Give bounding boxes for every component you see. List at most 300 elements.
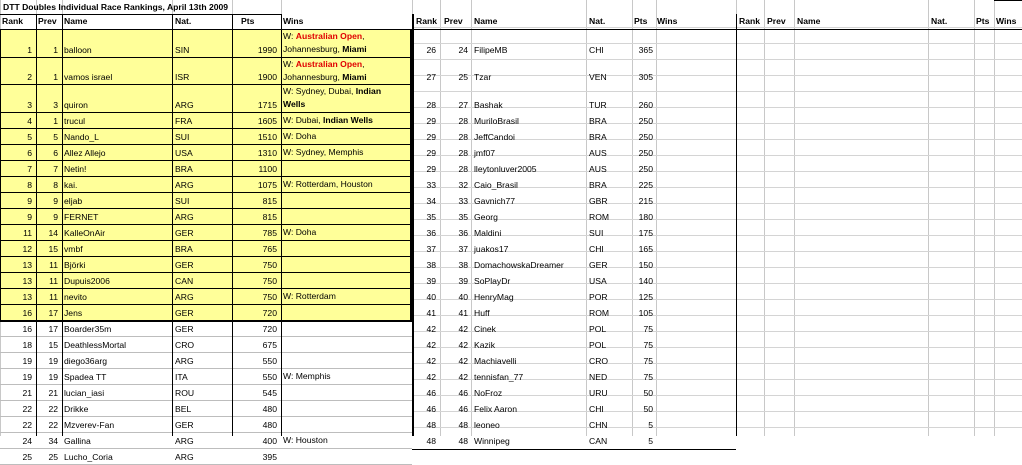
nationality-cell: ROM	[589, 308, 610, 318]
player-name-cell: Nando_L	[64, 132, 99, 142]
wins-text: W: Doha	[283, 227, 317, 237]
points-cell: 815	[262, 212, 277, 222]
column-border	[62, 14, 63, 436]
wins-text: W: Rotterdam	[283, 291, 336, 301]
points-cell: 5	[648, 420, 653, 430]
header-rank-3: Rank	[739, 16, 761, 26]
header-rank-2: Rank	[416, 16, 438, 26]
rank-cell: 18	[22, 340, 32, 350]
points-cell: 1605	[257, 116, 277, 126]
wins-text: Johannesburg,	[283, 44, 343, 54]
rank-cell: 6	[27, 148, 32, 158]
player-name-cell: lleytonluver2005	[474, 164, 537, 174]
gridline-vertical	[471, 0, 472, 436]
wins-text: W: Dubai,	[283, 115, 323, 125]
player-name-cell: trucul	[64, 116, 86, 126]
rank-cell: 13	[22, 292, 32, 302]
header-name-1: Name	[64, 16, 88, 26]
prev-rank-cell: 22	[48, 420, 58, 430]
nationality-cell: GER	[175, 308, 194, 318]
prev-rank-cell: 28	[458, 132, 468, 142]
prev-rank-cell: 36	[458, 228, 468, 238]
points-cell: 50	[643, 404, 653, 414]
points-cell: 5	[648, 436, 653, 446]
wins-text: W: Rotterdam, Houston	[283, 179, 373, 189]
rank-cell: 5	[27, 132, 32, 142]
points-cell: 550	[262, 356, 277, 366]
header-nat-1: Nat.	[175, 16, 192, 26]
title-border-right-top	[994, 0, 1022, 1]
nationality-cell: ARG	[175, 100, 194, 110]
nationality-cell: BEL	[175, 404, 192, 414]
nationality-cell: POL	[589, 324, 607, 334]
prev-rank-cell: 9	[53, 212, 58, 222]
gridline-horizontal	[412, 315, 1022, 316]
player-name-cell: Drikke	[64, 404, 89, 414]
prev-rank-cell: 28	[458, 148, 468, 158]
player-name-cell: Björki	[64, 260, 86, 270]
player-name-cell: tennisfan_77	[474, 372, 524, 382]
player-name-cell: Bashak	[474, 100, 503, 110]
gridline-vertical	[974, 0, 975, 436]
player-name-cell: DomachowskaDreamer	[474, 260, 564, 270]
header-prev-1: Prev	[38, 16, 57, 26]
player-name-cell: KalleOnAir	[64, 228, 106, 238]
masters-win-text: Wells	[283, 99, 306, 109]
prev-rank-cell: 35	[458, 212, 468, 222]
rank-cell: 34	[426, 196, 436, 206]
rank-cell: 13	[22, 276, 32, 286]
prev-rank-cell: 15	[48, 244, 58, 254]
player-name-cell: Jens	[64, 308, 83, 318]
prev-rank-cell: 1	[53, 45, 58, 55]
wins-text: W: Sydney, Dubai,	[283, 86, 356, 96]
points-cell: 395	[262, 452, 277, 462]
wins-text: ,	[362, 31, 365, 41]
nationality-cell: ARG	[175, 212, 194, 222]
rank-cell: 13	[22, 260, 32, 270]
prev-rank-cell: 42	[458, 324, 468, 334]
nationality-cell: BRA	[589, 180, 607, 190]
nationality-cell: BRA	[175, 164, 193, 174]
prev-rank-cell: 9	[53, 196, 58, 206]
prev-rank-cell: 28	[458, 116, 468, 126]
prev-rank-cell: 5	[53, 132, 58, 142]
prev-rank-cell: 11	[49, 260, 58, 270]
nationality-cell: CAN	[589, 436, 608, 446]
nationality-cell: CHI	[589, 45, 604, 55]
column-border	[172, 14, 173, 436]
rank-cell: 29	[426, 116, 436, 126]
nationality-cell: GER	[589, 260, 608, 270]
player-name-cell: jmf07	[474, 148, 496, 158]
nationality-cell: TUR	[589, 100, 607, 110]
nationality-cell: SUI	[175, 132, 190, 142]
header-wins-3: Wins	[996, 16, 1017, 26]
header-rank-1: Rank	[2, 16, 24, 26]
nationality-cell: SIN	[175, 45, 190, 55]
rank-cell: 19	[22, 356, 32, 366]
prev-rank-cell: 25	[48, 452, 58, 462]
prev-rank-cell: 48	[458, 436, 468, 446]
points-cell: 1100	[258, 164, 277, 174]
player-name-cell: MuriloBrasil	[474, 116, 519, 126]
points-cell: 550	[262, 372, 277, 382]
prev-rank-cell: 21	[48, 388, 58, 398]
rank-cell: 27	[426, 72, 436, 82]
rank-cell: 35	[426, 212, 436, 222]
points-cell: 250	[638, 148, 653, 158]
nationality-cell: NED	[589, 372, 608, 382]
block-border	[736, 14, 737, 436]
player-name-cell: balloon	[64, 45, 92, 55]
gridline-horizontal	[412, 235, 1022, 236]
gridline-horizontal	[412, 347, 1022, 348]
nationality-cell: USA	[589, 276, 607, 286]
rank-cell: 40	[426, 292, 436, 302]
rank-cell: 16	[22, 324, 32, 334]
points-cell: 250	[638, 164, 653, 174]
nationality-cell: CAN	[175, 276, 194, 286]
player-name-cell: Caio_Brasil	[474, 180, 518, 190]
points-cell: 225	[638, 180, 653, 190]
nationality-cell: GER	[175, 260, 194, 270]
points-cell: 180	[638, 212, 653, 222]
nationality-cell: POR	[589, 292, 608, 302]
points-cell: 1900	[257, 72, 277, 82]
rank-cell: 25	[22, 452, 32, 462]
player-name-cell: Mzverev-Fan	[64, 420, 115, 430]
header-wins-1: Wins	[283, 16, 304, 26]
grand-slam-win-text: Australian Open	[295, 59, 363, 69]
rank-cell: 29	[426, 148, 436, 158]
nationality-cell: SUI	[175, 196, 190, 206]
gridline-horizontal	[412, 427, 1022, 428]
gridline-vertical	[994, 0, 995, 436]
nationality-cell: GER	[175, 420, 194, 430]
player-name-cell: vmbf	[64, 244, 83, 254]
wins-text: Johannesburg,	[283, 72, 343, 82]
wins-cell	[283, 433, 328, 447]
header-pts-2: Pts	[634, 16, 648, 26]
rank-cell: 46	[426, 388, 436, 398]
prev-rank-cell: 14	[48, 228, 58, 238]
points-cell: 1310	[257, 148, 277, 158]
nationality-cell: CRO	[589, 356, 609, 366]
points-cell: 400	[262, 436, 277, 446]
grand-slam-win-text: Australian Open	[295, 31, 363, 41]
rank-cell: 37	[426, 244, 436, 254]
nationality-cell: SUI	[589, 228, 604, 238]
points-cell: 50	[643, 388, 653, 398]
masters-win-text: Indian	[355, 86, 382, 96]
points-cell: 1075	[257, 180, 277, 190]
points-cell: 750	[262, 292, 277, 302]
nationality-cell: GER	[175, 228, 194, 238]
points-cell: 150	[638, 260, 653, 270]
points-cell: 260	[638, 100, 653, 110]
rank-cell: 42	[426, 324, 436, 334]
player-name-cell: SoPlayDr	[474, 276, 511, 286]
player-name-cell: vamos israel	[64, 72, 113, 82]
wins-text: W:	[283, 59, 296, 69]
rank-cell: 24	[22, 436, 32, 446]
prev-rank-cell: 8	[53, 180, 58, 190]
header-prev-3: Prev	[767, 16, 786, 26]
nationality-cell: ARG	[175, 452, 194, 462]
player-name-cell: kai.	[64, 180, 78, 190]
prev-rank-cell: 25	[458, 72, 468, 82]
rank-cell: 36	[426, 228, 436, 238]
prev-rank-cell: 32	[458, 180, 468, 190]
points-cell: 250	[638, 116, 653, 126]
nationality-cell: URU	[589, 388, 608, 398]
rank-cell: 3	[27, 100, 32, 110]
rank-cell: 42	[426, 356, 436, 366]
nationality-cell: USA	[175, 148, 193, 158]
player-name-cell: diego36arg	[64, 356, 108, 366]
gridline-vertical	[764, 0, 765, 436]
points-cell: 750	[262, 260, 277, 270]
nationality-cell: ISR	[175, 72, 190, 82]
header-nat-3: Nat.	[931, 16, 948, 26]
points-cell: 480	[262, 420, 277, 430]
prev-rank-cell: 38	[458, 260, 468, 270]
column-border	[36, 14, 37, 436]
prev-rank-cell: 19	[48, 372, 58, 382]
rank-cell: 48	[426, 420, 436, 430]
points-cell: 175	[638, 228, 653, 238]
prev-rank-cell: 19	[48, 356, 58, 366]
masters-win-text: Miami	[342, 44, 367, 54]
points-cell: 250	[638, 132, 653, 142]
points-cell: 785	[262, 228, 277, 238]
rank-cell: 19	[22, 372, 32, 382]
masters-win-text: Indian Wells	[322, 115, 373, 125]
player-name-cell: NoFroz	[474, 388, 503, 398]
points-cell: 75	[643, 324, 653, 334]
rank-cell: 39	[426, 276, 436, 286]
gridline-vertical	[794, 0, 795, 436]
prev-rank-cell: 11	[49, 292, 58, 302]
player-name-cell: Felix Aaron	[474, 404, 517, 414]
prev-rank-cell: 7	[53, 164, 58, 174]
nationality-cell: CHI	[589, 244, 604, 254]
nationality-cell: FRA	[175, 116, 193, 126]
nationality-cell: ROM	[589, 212, 610, 222]
rank-cell: 41	[426, 308, 436, 318]
prev-rank-cell: 39	[458, 276, 468, 286]
wins-text: W:	[283, 31, 296, 41]
header-name-2: Name	[474, 16, 498, 26]
player-name-cell: Kazik	[474, 340, 496, 350]
points-cell: 75	[643, 372, 653, 382]
player-name-cell: Gallina	[64, 436, 91, 446]
rank-cell: 29	[426, 132, 436, 142]
prev-rank-cell: 42	[458, 356, 468, 366]
nationality-cell: GBR	[589, 196, 608, 206]
rank-cell: 26	[426, 45, 436, 55]
points-cell: 165	[638, 244, 653, 254]
points-cell: 545	[262, 388, 277, 398]
wins-text: W: Houston	[283, 435, 328, 445]
points-cell: 675	[262, 340, 277, 350]
rank-cell: 4	[27, 116, 32, 126]
prev-rank-cell: 48	[458, 420, 468, 430]
rank-cell: 9	[27, 196, 32, 206]
wins-text: W: Memphis	[283, 371, 331, 381]
prev-rank-cell: 42	[458, 340, 468, 350]
player-name-cell: lucian_iasi	[64, 388, 105, 398]
player-name-cell: Huff	[474, 308, 490, 318]
player-name-cell: Machiavelli	[474, 356, 517, 366]
player-name-cell: Allez Allejo	[64, 148, 106, 158]
prev-rank-cell: 17	[48, 324, 58, 334]
prev-rank-cell: 27	[458, 100, 468, 110]
prev-rank-cell: 17	[48, 308, 58, 318]
table-row	[0, 449, 412, 465]
prev-rank-cell: 28	[458, 164, 468, 174]
rank-cell: 8	[27, 180, 32, 190]
rank-cell: 42	[426, 340, 436, 350]
header-pts-1: Pts	[241, 16, 255, 26]
nationality-cell: CHN	[589, 420, 608, 430]
nationality-cell: ARG	[175, 356, 194, 366]
points-cell: 215	[638, 196, 653, 206]
nationality-cell: ARG	[175, 292, 194, 302]
prev-rank-cell: 3	[53, 100, 58, 110]
prev-rank-cell: 42	[458, 372, 468, 382]
points-cell: 140	[638, 276, 653, 286]
nationality-cell: ROU	[175, 388, 195, 398]
prev-rank-cell: 1	[53, 116, 58, 126]
nationality-cell: VEN	[589, 72, 607, 82]
points-cell: 480	[262, 404, 277, 414]
masters-win-text: Miami	[342, 72, 367, 82]
gridline-horizontal	[412, 75, 1022, 76]
prev-rank-cell: 6	[53, 148, 58, 158]
rank-cell: 28	[426, 100, 436, 110]
header-wins-2: Wins	[657, 16, 678, 26]
rank-cell: 22	[22, 420, 32, 430]
nationality-cell: ARG	[175, 436, 194, 446]
nationality-cell: AUS	[589, 164, 607, 174]
points-cell: 75	[643, 340, 653, 350]
nationality-cell: CRO	[175, 340, 195, 350]
gridline-horizontal	[412, 331, 1022, 332]
rank-cell: 16	[22, 308, 32, 318]
player-name-cell: nevito	[64, 292, 87, 302]
nationality-cell: POL	[589, 340, 607, 350]
points-cell: 365	[638, 45, 653, 55]
player-name-cell: quiron	[64, 100, 88, 110]
prev-rank-cell: 15	[48, 340, 58, 350]
rank-cell: 12	[22, 244, 32, 254]
rank-cell: 2	[27, 72, 32, 82]
player-name-cell: FERNET	[64, 212, 99, 222]
rank-cell: 42	[426, 372, 436, 382]
player-name-cell: HenryMag	[474, 292, 514, 302]
prev-rank-cell: 34	[48, 436, 58, 446]
rank-cell: 21	[22, 388, 32, 398]
points-cell: 720	[262, 308, 277, 318]
player-name-cell: Maldini	[474, 228, 502, 238]
nationality-cell: ARG	[175, 180, 194, 190]
player-name-cell: Tzar	[474, 72, 492, 82]
gridline-horizontal	[412, 107, 1022, 108]
header-nat-2: Nat.	[589, 16, 606, 26]
rank-cell: 48	[426, 436, 436, 446]
prev-rank-cell: 46	[458, 388, 468, 398]
points-cell: 75	[643, 356, 653, 366]
prev-rank-cell: 24	[458, 45, 468, 55]
header-pts-3: Pts	[976, 16, 990, 26]
prev-rank-cell: 11	[49, 276, 58, 286]
player-name-cell: Lucho_Coria	[64, 452, 113, 462]
rank-cell: 46	[426, 404, 436, 414]
prev-rank-cell: 40	[458, 292, 468, 302]
nationality-cell: CHI	[589, 404, 604, 414]
points-cell: 765	[262, 244, 277, 254]
column-border	[281, 14, 282, 436]
prev-rank-cell: 22	[48, 404, 58, 414]
player-name-cell: DeathlessMortal	[64, 340, 127, 350]
column-border	[232, 14, 233, 436]
wins-text: W: Sydney, Memphis	[283, 147, 364, 157]
wins-text: W: Doha	[283, 131, 317, 141]
player-name-cell: Boarder35m	[64, 324, 112, 334]
prev-rank-cell: 1	[53, 72, 58, 82]
wins-cell	[283, 369, 331, 383]
nationality-cell: BRA	[175, 244, 193, 254]
rank-cell: 33	[426, 180, 436, 190]
gridline-horizontal	[412, 59, 1022, 60]
points-cell: 815	[262, 196, 277, 206]
player-name-cell: eljab	[64, 196, 83, 206]
prev-rank-cell: 46	[458, 404, 468, 414]
rank-cell: 11	[23, 228, 32, 238]
player-name-cell: Winnipeg	[474, 436, 510, 446]
rank-cell: 38	[426, 260, 436, 270]
nationality-cell: BRA	[589, 132, 607, 142]
points-cell: 105	[638, 308, 653, 318]
gridline-vertical	[586, 0, 587, 436]
player-name-cell: Cinek	[474, 324, 496, 334]
sheet-title: DTT Doubles Individual Race Rankings, April 13th 2009	[3, 2, 229, 12]
prev-rank-cell: 37	[458, 244, 468, 254]
gridline-horizontal	[412, 155, 1022, 156]
rank-cell: 29	[426, 164, 436, 174]
player-name-cell: Spadea TT	[64, 372, 107, 382]
gridline-horizontal	[412, 91, 1022, 92]
prev-rank-cell: 33	[458, 196, 468, 206]
prev-rank-cell: 41	[458, 308, 468, 318]
nationality-cell: BRA	[589, 116, 607, 126]
points-cell: 1990	[257, 45, 277, 55]
player-name-cell: JeffCandoi	[474, 132, 515, 142]
player-name-cell: Dupuis2006	[64, 276, 110, 286]
player-name-cell: Netin!	[64, 164, 87, 174]
nationality-cell: AUS	[589, 148, 607, 158]
points-cell: 720	[262, 324, 277, 334]
points-cell: 750	[262, 276, 277, 286]
rank-cell: 9	[27, 212, 32, 222]
gridline-horizontal	[412, 395, 1022, 396]
points-cell: 1510	[257, 132, 277, 142]
nationality-cell: GER	[175, 324, 194, 334]
nationality-cell: ITA	[175, 372, 188, 382]
points-cell: 1715	[257, 100, 277, 110]
